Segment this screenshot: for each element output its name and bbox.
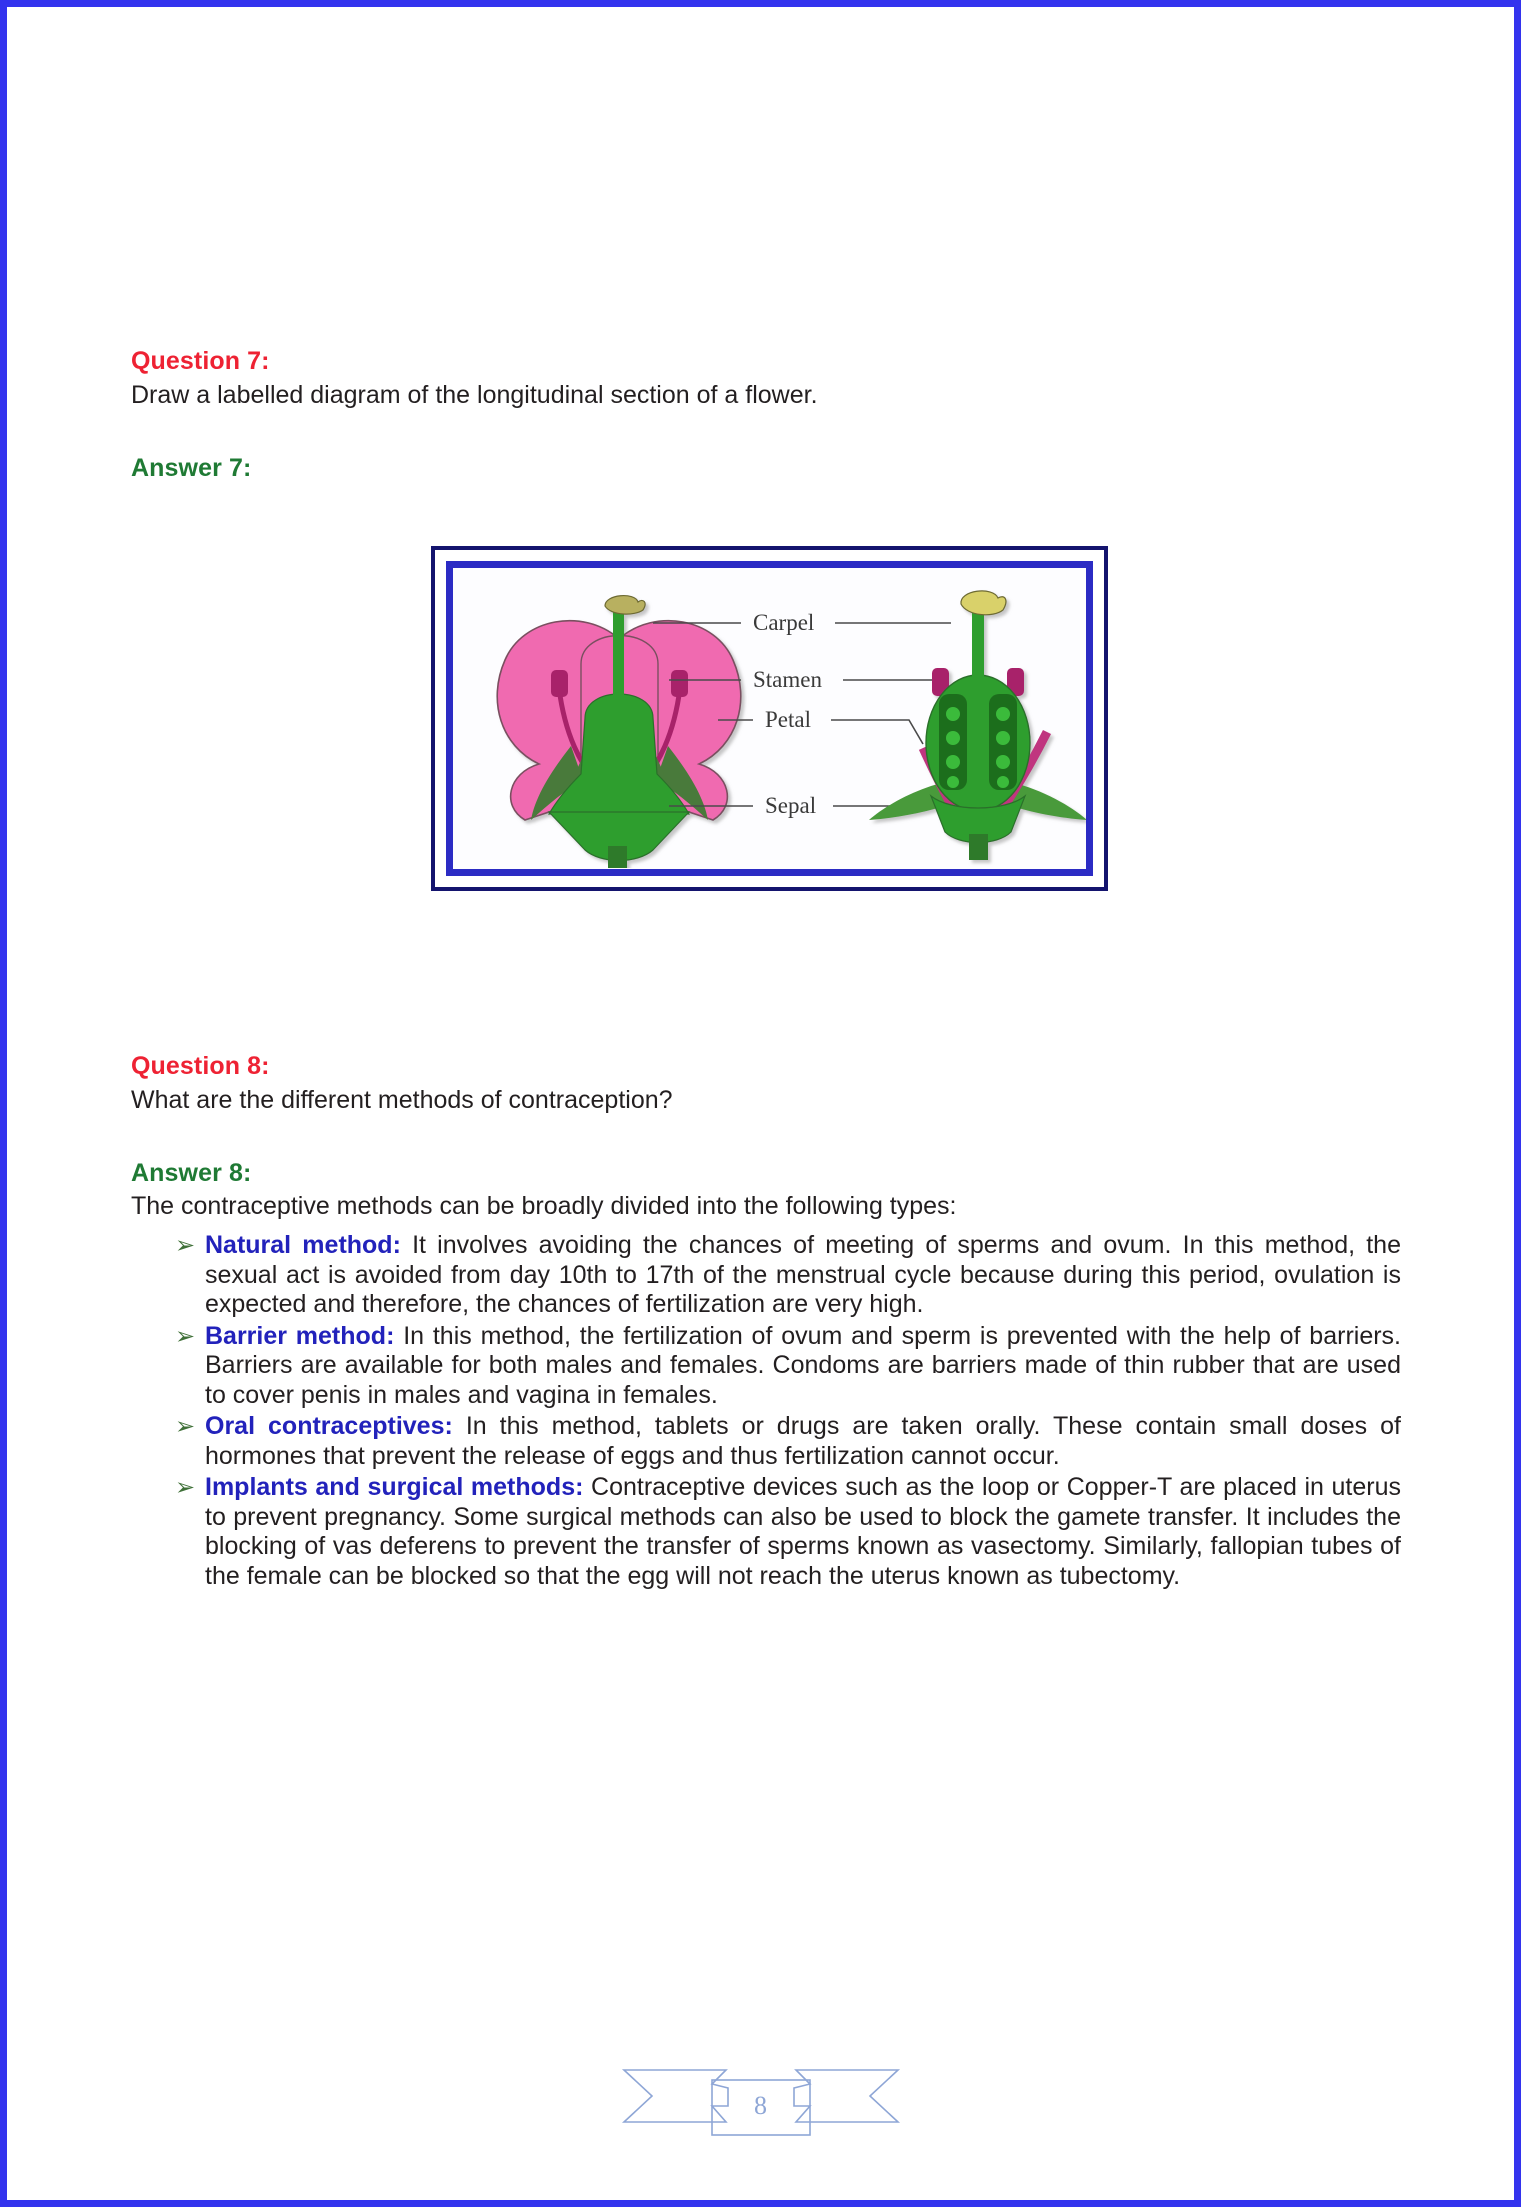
label-stamen: Stamen (753, 667, 822, 692)
question-8-heading: Question 8: (131, 1052, 270, 1080)
list-item-text: It involves avoiding the chances of meeting of sperms and ovum. In this method, the sexual act is avoided from day 10th to 17th of the menstrual cycle because during this period, ovulation is expected and therefore, the chances of fertilization are very high. (205, 1231, 1401, 1318)
question-7-heading: Question 7: (131, 347, 270, 375)
right-flower-section (869, 591, 1087, 860)
style-section (972, 608, 984, 720)
stamen-anther-left (551, 670, 568, 697)
list-item (131, 1473, 1401, 1591)
flower-longitudinal-section-diagram (453, 568, 1087, 868)
list-item-term: Barrier method: (205, 1321, 395, 1350)
list-item (131, 1412, 1401, 1471)
bullet-arrow-icon: ➢ (175, 1474, 196, 1501)
spacer (131, 410, 1401, 454)
question-7-block (131, 347, 1401, 410)
answer-8-intro: The contraceptive methods can be broadly divided into the following types: (131, 1192, 957, 1220)
label-carpel: Carpel (753, 610, 815, 635)
list-item-term: Oral contraceptives: (205, 1412, 453, 1440)
page-sheet (7, 7, 1514, 2200)
stigma-left-flower (605, 596, 645, 614)
pedicel-section (969, 834, 988, 860)
list-item-text: Contraceptive devices such as the loop or Copper-T are placed in uterus to prevent pregnancy. Some surgical methods can also be used to block the gamete transfer. It includes the blocking of vas deferens to prevent the transfer of sperms known as vasectomy. Similarly, fallopian tubes of the female can be blocked so that the egg will not reach the uterus known as tubectomy. (205, 1473, 1401, 1590)
page-number-label: 8 (754, 2091, 767, 2120)
list-item-term: Implants and surgical methods: (205, 1473, 584, 1501)
stigma-section (961, 591, 1006, 615)
answer-8-block (131, 1159, 1401, 1592)
spacer-2 (131, 1115, 1401, 1159)
question-7-text: Draw a labelled diagram of the longitudinal section of a flower. (131, 380, 818, 409)
left-flower-whole (497, 596, 741, 868)
contraception-methods-list (131, 1231, 1401, 1591)
leader-petal-right (831, 720, 923, 744)
bullet-arrow-icon: ➢ (175, 1232, 196, 1259)
bullet-arrow-icon: ➢ (175, 1322, 196, 1350)
list-item-term: Natural method: (205, 1231, 401, 1259)
stamen-anther-right (671, 670, 688, 697)
answer-7-heading: Answer 7: (131, 453, 252, 482)
list-item (131, 1231, 1401, 1320)
flower-figure-wrapper (431, 546, 1108, 818)
question-8-block (131, 1052, 1401, 1115)
bullet-arrow-icon: ➢ (175, 1413, 196, 1440)
pedicel-left-flower (608, 846, 627, 868)
question-8-text: What are the different methods of contraception? (131, 1085, 673, 1114)
list-item (131, 1322, 1401, 1411)
flower-figure-inner-frame (446, 561, 1093, 876)
content-column-lower (131, 1052, 1401, 1593)
list-item-text: In this method, the fertilization of ovum and sperm is prevented with the help of barriers. Barriers are available for both males and females. Condoms are barriers made of thin rubber that are used to cover penis in males and vagina in females. (205, 1321, 1401, 1409)
list-item-text: In this method, tablets or drugs are taken orally. These contain small doses of hormones that prevent the release of eggs and thus fertilization cannot occur. (205, 1412, 1402, 1470)
label-sepal: Sepal (765, 793, 817, 818)
content-column (131, 347, 1401, 486)
answer-8-heading: Answer 8: (131, 1158, 252, 1187)
flower-figure-outer-frame (431, 546, 1108, 891)
label-petal: Petal (765, 707, 811, 732)
style-left-flower (613, 608, 624, 728)
